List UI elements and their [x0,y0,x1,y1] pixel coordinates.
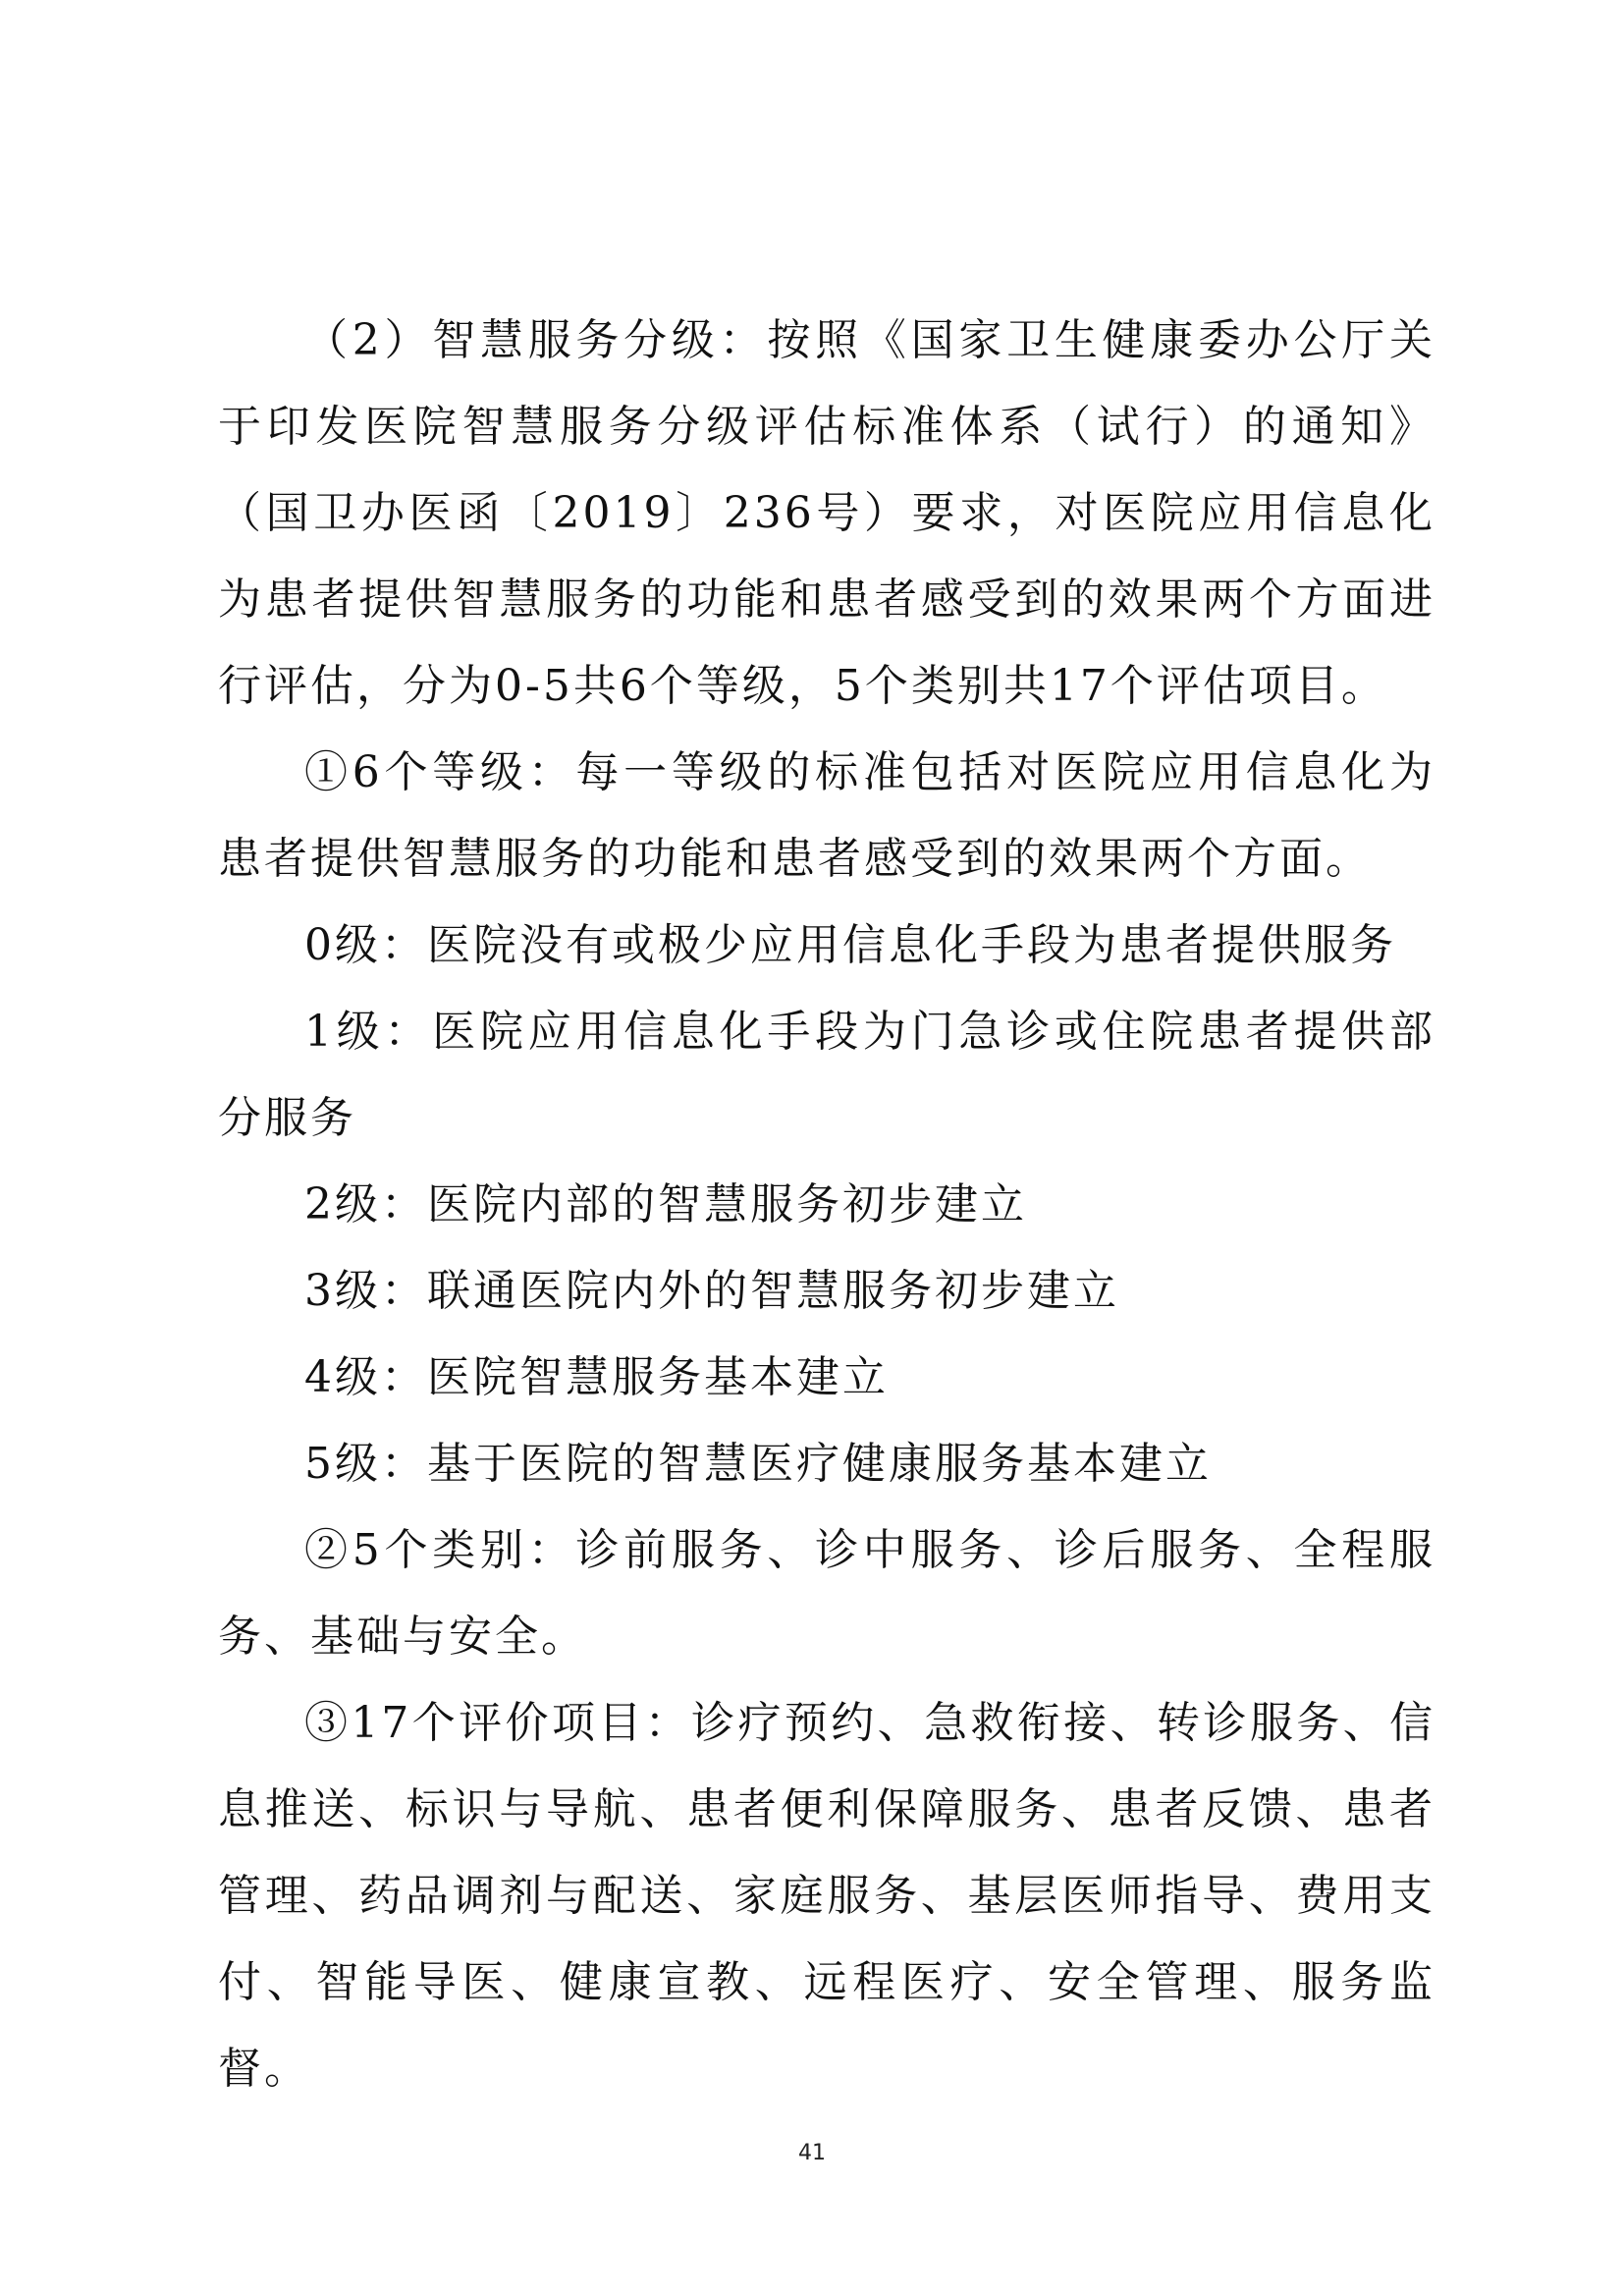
paragraph-smart-service-grading: （2）智慧服务分级：按照《国家卫生健康委办公厅关于印发医院智慧服务分级评估标准体系（试行）的通知》（国卫办医函〔2019〕236号）要求，对医院应用信息化为患者提供智慧服务的功能和患者感受到的效果两个方面进行评估，分为0-5共6个等级，5个类别共17个评估项目。 [218,315,1435,711]
paragraph-level-2: 2级：医院内部的智慧服务初步建立 [304,1179,1027,1230]
paragraph-seventeen-items: ③17个评价项目：诊疗预约、急救衔接、转诊服务、信息推送、标识与导航、患者便利保障服务、患者反馈、患者管理、药品调剂与配送、家庭服务、基层医师指导、费用支付、智能导医、健康宣教、远程医疗、安全管理、服务监督。 [218,1698,1435,2094]
page-number: 41 [798,2141,826,2165]
paragraph-level-5: 5级：基于医院的智慧医疗健康服务基本建立 [304,1439,1212,1489]
paragraph-level-4: 4级：医院智慧服务基本建立 [304,1352,889,1402]
paragraph-level-0: 0级：医院没有或极少应用信息化手段为患者提供服务 [304,920,1396,970]
paragraph-level-1: 1级：医院应用信息化手段为门急诊或住院患者提供部分服务 [218,1007,1435,1143]
paragraph-level-3: 3级：联通医院内外的智慧服务初步建立 [304,1266,1119,1316]
paragraph-six-levels: ①6个等级：每一等级的标准包括对医院应用信息化为患者提供智慧服务的功能和患者感受到的效果两个方面。 [218,747,1435,884]
paragraph-five-categories: ②5个类别：诊前服务、诊中服务、诊后服务、全程服务、基础与安全。 [218,1525,1435,1662]
body-text [218,298,1435,2112]
